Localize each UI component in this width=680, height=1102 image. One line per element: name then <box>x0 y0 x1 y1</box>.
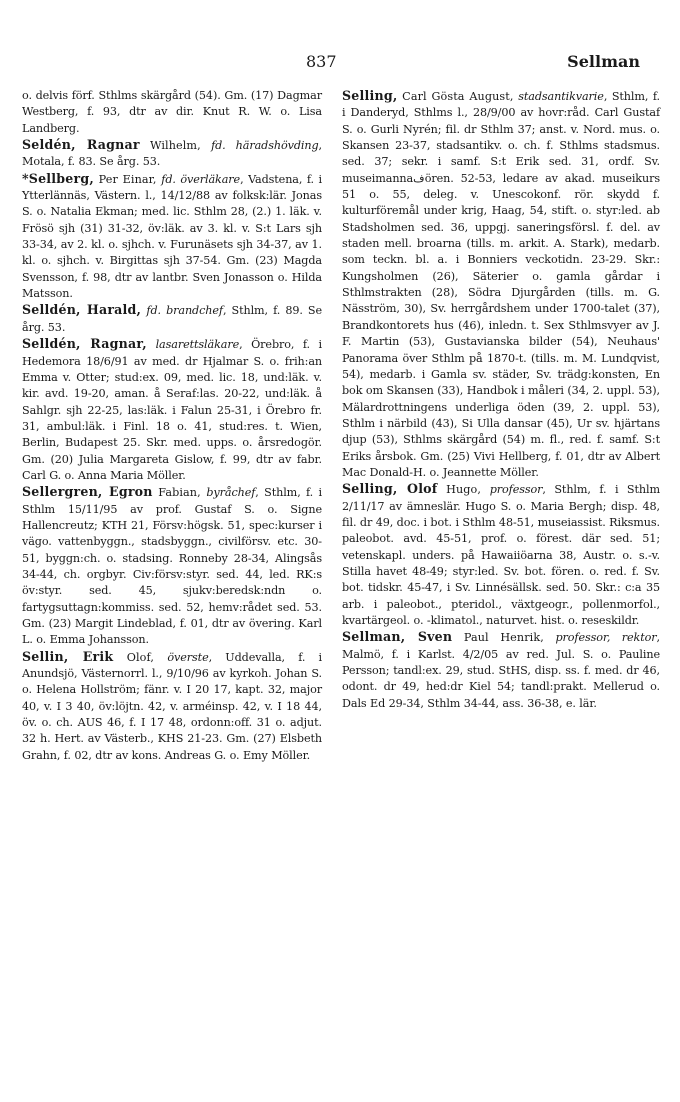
entry-given-names <box>147 338 156 351</box>
entry-text: , Sthlm, f. i Danderyd, Sthlms l., 28/9/00 av hovr:råd. Carl Gustaf S. o. Gurli Nyrén; fil. dr Sthlm 37; anst. v. Nord. mus. o. Skansen 23-37, stadsantikv. o. ch. f. Sthlms stadsmus. sed. 37; sekr. i samf. S:t Erik sed. 31, ordf. Sv. museimannaفören. 52-53, ledare av akad. museikurs 51 o. 55, deleg. v. Unescokonf. rör. skydd f. kulturföremål under krig, Haag, 54, stift. o. styr:led. ab Stadsholmen sed. 36, uppgj. saneringsförsl. f. del. av staden mell. broarna (tills. m. arkit. A. Stark), medarb. som teckn. bl. a. i Bonniers veckotidn. 23-29. Skr.: Kungsholmen (26), Säterier o. gamla gårdar i Sthlmstrakten (28), Södra Djurgården (tills. m. G. Näsström, 30), Sv. herrgårdshem under 1700-talet (37), Brandkontorets hus (46), inledn. t. Sex Sthlmsvyer av J. F. Martin (53), Gustavianska bilder (54), Neuhaus' Panorama över Sthlm på 1870-t. (tills. m. M. Lundqvist, 54), medarb. i Gamla sv. städer, Sv. trädg:konsten, En bok om Skansen (33), Handbok i måleri (34, 2. uppl. 53), Mälardrottningens underliga öden (39, 2. uppl. 53), Sthlm i närbild (43), Si Ulla dansar (45), Ur sv. hjärtans djup (53), Sthlms skärgård (54) m. fl., red. f. samf. S:t Eriks årsbok. Gm. (25) Vivi Hellberg, f. 01, dtr av Albert Mac Donald-H. o. Jeannette Möller. <box>342 90 660 479</box>
entry-name: Selling, <box>342 88 398 103</box>
entry-name: Selldén, Harald, <box>22 302 142 318</box>
entry-role: professor <box>489 483 543 497</box>
biography-entry <box>22 302 322 336</box>
entry-text: , Örebro, f. i Hedemora 18/6/91 av med. dr Hjalmar S. o. frih:an Emma v. Otter; stud:ex. 09, med. lic. 18, und:läk. v. kir. avd. 19-20, aman. å Seraf:las. 20-22, und:läk. å Sahlgr. sjh 22-25, las:läk. i Falun 25-31, i Örebro fr. 31, ambul:läk. i Finl. 18 o. 41, stud:res. t. Wien, Berlin, Budapest 25. Skr. med. upps. o. årsredogör. Gm. (20) Julia Margareta Gislow, f. 99, dtr av fabr. Carl G. o. Anna Maria Möller. <box>22 338 322 482</box>
entry-text: , Uddevalla, f. i Anundsjö, Västernorrl. l., 9/10/96 av kyrkoh. Johan S. o. Helena Hollström; fänr. v. I 20 17, kapt. 32, major 40, v. I 3 40, öv:löjtn. 42, v. arméinsp. 42, v. I 18 44, öv. o. ch. AUS 46, f. I 17 48, ordonn:off. 31 o. adjut. 32 h. Hert. av Västerb., KHS 21-23. Gm. (27) Elsbeth Grahn, f. 02, dtr av kons. Andreas G. o. Emy Möller. <box>22 650 322 762</box>
entry-name: Selldén, Ragnar, <box>22 336 147 352</box>
entry-text: o. delvis förf. Sthlms skärgård (54). Gm. (17) Dagmar Westberg, f. 93, dtr av dir. Knut R. W. o. Lisa Landberg. <box>22 89 322 135</box>
entry-role: lasarettsläkare <box>155 338 240 352</box>
entry-given-names: Paul Henrik, <box>452 631 556 645</box>
left-column <box>22 88 322 764</box>
entry-given-names: Wilhelm, <box>139 139 212 153</box>
entry-role: fd. överläkare <box>161 172 241 186</box>
biography-entry <box>22 649 322 764</box>
biography-entry <box>22 484 322 648</box>
entry-given-names: Carl Gösta August, <box>397 90 519 103</box>
entry-role: överste <box>167 650 209 664</box>
biography-entry <box>22 336 322 484</box>
entry-text: , Motala, f. 83. Se årg. 53. <box>22 139 323 169</box>
running-head: Sellman <box>567 52 640 71</box>
page-header <box>0 52 680 76</box>
biography-entry <box>342 88 660 481</box>
entry-name: *Sellberg, <box>22 170 94 186</box>
entry-name: Sellin, Erik <box>22 648 114 664</box>
entry-role: fd. häradshövding <box>211 139 319 153</box>
entry-role: fd. brandchef <box>146 304 223 318</box>
entry-given-names: Olof, <box>113 650 168 664</box>
entry-name: Sellergren, Egron <box>22 484 153 500</box>
entry-given-names: Per Einar, <box>93 172 162 186</box>
entry-text: , Sthlm, f. i Sthlm 2/11/17 av ämneslär. Hugo S. o. Maria Bergh; disp. 48, fil. dr 49, doc. i bot. i Sthlm 48-51, museiassist. Riksmus. paleobot. avd. 45-51, prof. o. förest. där sed. 51; vetenskapl. unders. på Hawaiiöarna 38, Austr. o. s.-v. Stilla havet 48-49; styr:led. Sv. bot. fören. o. red. f. Sv. bot. tidskr. 45-47, i Sv. Linnésällsk. sed. 50. Skr.: c:a 35 arb. i paleobot., pteridol., växtgeogr., pollenmorfol., kvartärgeol. o. -klimatol., naturvet. hist. o. reseskildr. <box>342 483 660 627</box>
biography-entry <box>342 629 660 712</box>
right-column <box>342 88 660 712</box>
entry-role: stadsantikvarie <box>518 90 604 103</box>
entry-text: , Sthlm, f. 89. Se årg. 53. <box>22 304 322 334</box>
entry-text: , Vadstena, f. i Ytterlännäs, Västern. l., 14/12/88 av folksk:lär. Jonas S. o. Natalia Ekman; med. lic. Sthlm 28, (2.) 1. läk. v. Frösö sjh (31) 31-32, öv:läk. av 3. kl. v. S:t Lars sjh 33-34, av 2. kl. o. sjhch. v. Furunäsets sjh 34-37, av 1. kl. o. sjhch. v. Birgittas sjh 37-54. Gm. (23) Magda Svensson, f. 98, dtr av lantbr. Sven Jonasson o. Hilda Matsson. <box>22 172 322 301</box>
entry-name: Sellman, Sven <box>342 629 453 645</box>
entry-text: , Sthlm, f. i Sthlm 15/11/95 av prof. Gustaf S. o. Signe Hallencreutz; KTH 21, Försv:högsk. 51, spec:kurser i vägo. vattenbyggn., stadsbyggn., civilförsv. etc. 30-51, byggn:ch. o. stadsing. Ronneby 28-34, Alingsås 34-44, ch. orgbyr. Civ:försv:styr. sed. 44, led. RK:s öv:styr. sed. 45, sjukv:beredsk:ndn o. fartygsuttagn:kommiss. sed. 52, hemv:rådet sed. 53. Gm. (23) Margit Lindeblad, f. 01, dtr av övering. Karl L. o. Emma Johansson. <box>22 486 322 647</box>
entry-role: professor, rektor <box>555 631 657 645</box>
entry-text: , Malmö, f. i Karlst. 4/2/05 av red. Jul. S. o. Pauline Persson; tandl:ex. 29, stud. StHS, disp. ss. f. med. dr 46, odont. dr 49, hed:dr Kiel 54; tandl:prakt. Mellerud o. Dals Ed 29-34, Sthlm 34-44, ass. 36-38, e. lär. <box>342 631 660 710</box>
entry-role: byråchef <box>206 486 256 500</box>
biography-entry <box>342 481 660 629</box>
entry-given-names: Hugo, <box>437 483 490 497</box>
entry-given-names: Fabian, <box>152 486 207 500</box>
entry-continuation <box>22 88 322 137</box>
page-number: 837 <box>306 52 337 71</box>
entry-name: Selling, Olof <box>342 481 438 497</box>
biography-entry <box>22 137 322 171</box>
biography-entry <box>22 171 322 303</box>
entry-name: Seldén, Ragnar <box>22 137 140 153</box>
